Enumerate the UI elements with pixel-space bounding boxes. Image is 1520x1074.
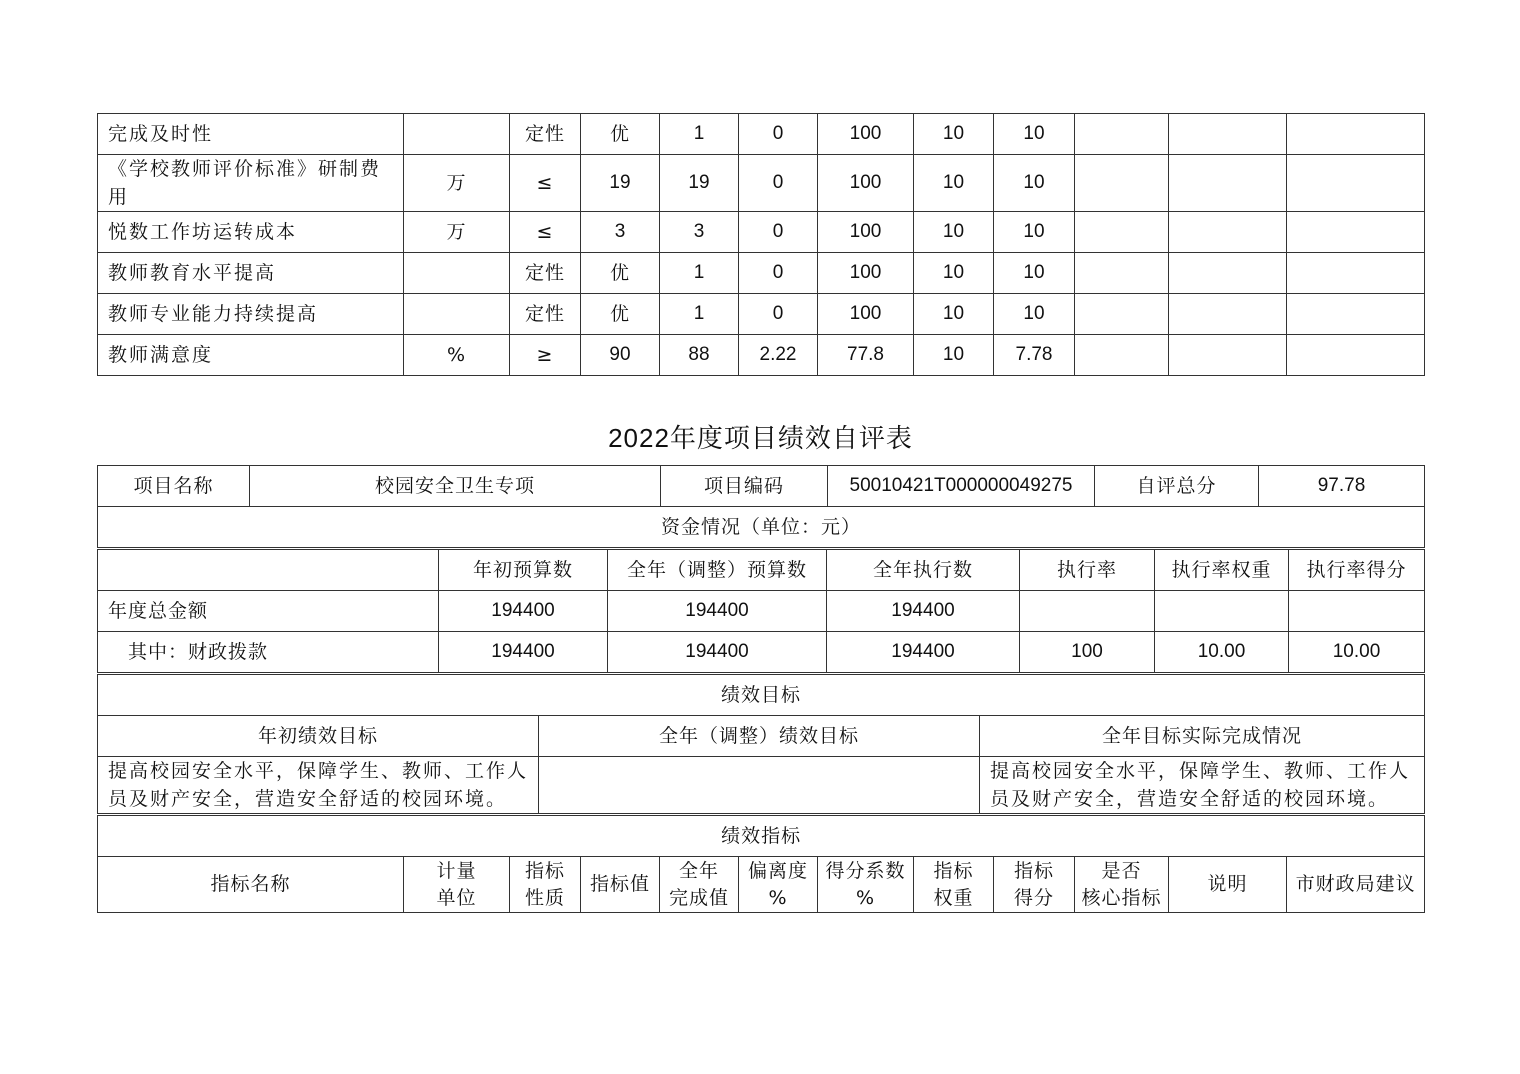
project-code-value: 50010421T000000049275 <box>828 466 1095 507</box>
cell-note <box>1169 294 1287 335</box>
table-row <box>98 253 1425 294</box>
cell-nature: ≤ <box>510 155 581 212</box>
cell-nature: 定性 <box>510 294 581 335</box>
cell-advice <box>1287 155 1425 212</box>
funds-header-initial: 年初预算数 <box>439 550 608 591</box>
goals-actual-label: 全年目标实际完成情况 <box>980 716 1425 757</box>
cell-note <box>1169 155 1287 212</box>
col-header-actual: 全年 完成值 <box>660 857 739 913</box>
cell-weight: 10 <box>914 294 994 335</box>
cell-advice <box>1287 253 1425 294</box>
cell-coef: 100 <box>818 155 914 212</box>
funds-total-label: 年度总金额 <box>98 591 439 632</box>
col-header-weight: 指标 权重 <box>914 857 994 913</box>
cell-weight: 10 <box>914 114 994 155</box>
col-header-deviation: 偏离度 % <box>739 857 818 913</box>
funds-header-adjusted: 全年（调整）预算数 <box>608 550 827 591</box>
cell-score: 10 <box>994 253 1075 294</box>
funds-total-score <box>1289 591 1425 632</box>
cell-weight: 10 <box>914 253 994 294</box>
table-row <box>98 212 1425 253</box>
cell-advice <box>1287 212 1425 253</box>
cell-nature: ≥ <box>510 335 581 376</box>
cell-core <box>1075 212 1169 253</box>
cell-nature: ≤ <box>510 212 581 253</box>
cell-name: 教师满意度 <box>98 335 404 376</box>
cell-target: 19 <box>581 155 660 212</box>
cell-unit: 万 <box>404 155 510 212</box>
cell-name: 完成及时性 <box>98 114 404 155</box>
col-header-name: 指标名称 <box>98 857 404 913</box>
project-code-label: 项目编码 <box>661 466 828 507</box>
table-row <box>98 114 1425 155</box>
goals-initial-label: 年初绩效目标 <box>98 716 539 757</box>
col-header-unit: 计量 单位 <box>404 857 510 913</box>
cell-coef: 100 <box>818 294 914 335</box>
cell-deviation: 0 <box>739 212 818 253</box>
cell-coef: 100 <box>818 212 914 253</box>
cell-unit: % <box>404 335 510 376</box>
goals-actual-text: 提高校园安全水平，保障学生、教师、工作人员及财产安全，营造安全舒适的校园环境。 <box>980 757 1425 814</box>
cell-actual: 1 <box>660 294 739 335</box>
cell-note <box>1169 335 1287 376</box>
cell-coef: 77.8 <box>818 335 914 376</box>
cell-unit <box>404 114 510 155</box>
funds-section-title: 资金情况（单位：元） <box>98 507 1425 548</box>
table-row <box>98 335 1425 376</box>
cell-name: 教师教育水平提高 <box>98 253 404 294</box>
cell-score: 10 <box>994 114 1075 155</box>
self-score-value: 97.78 <box>1259 466 1425 507</box>
funds-fiscal-weight: 10.00 <box>1155 632 1289 673</box>
funds-header-executed: 全年执行数 <box>827 550 1020 591</box>
cell-actual: 3 <box>660 212 739 253</box>
cell-unit <box>404 294 510 335</box>
goals-adjusted-label: 全年（调整）绩效目标 <box>539 716 980 757</box>
cell-nature: 定性 <box>510 253 581 294</box>
cell-name: 《学校教师评价标准》研制费用 <box>98 155 404 212</box>
funds-header-rate-score: 执行率得分 <box>1289 550 1425 591</box>
table-row <box>98 155 1425 212</box>
goals-table <box>97 674 1425 814</box>
funds-fiscal-score: 10.00 <box>1289 632 1425 673</box>
cell-note <box>1169 212 1287 253</box>
cell-advice <box>1287 335 1425 376</box>
cell-weight: 10 <box>914 212 994 253</box>
funds-total-adjusted: 194400 <box>608 591 827 632</box>
cell-actual: 19 <box>660 155 739 212</box>
table-row <box>98 294 1425 335</box>
cell-advice <box>1287 114 1425 155</box>
cell-deviation: 2.22 <box>739 335 818 376</box>
cell-score: 7.78 <box>994 335 1075 376</box>
project-name-label: 项目名称 <box>98 466 250 507</box>
col-header-note: 说明 <box>1169 857 1287 913</box>
funds-header-rate: 执行率 <box>1020 550 1155 591</box>
cell-weight: 10 <box>914 155 994 212</box>
cell-note <box>1169 253 1287 294</box>
funds-header-blank <box>98 550 439 591</box>
cell-unit <box>404 253 510 294</box>
cell-unit: 万 <box>404 212 510 253</box>
previous-indicator-table <box>97 113 1425 376</box>
self-score-label: 自评总分 <box>1095 466 1259 507</box>
col-header-score: 指标 得分 <box>994 857 1075 913</box>
cell-score: 10 <box>994 212 1075 253</box>
col-header-advice: 市财政局建议 <box>1287 857 1425 913</box>
cell-core <box>1075 253 1169 294</box>
cell-deviation: 0 <box>739 253 818 294</box>
col-header-core: 是否 核心指标 <box>1075 857 1169 913</box>
cell-nature: 定性 <box>510 114 581 155</box>
funds-total-rate <box>1020 591 1155 632</box>
cell-target: 优 <box>581 114 660 155</box>
funds-header-rate-weight: 执行率权重 <box>1155 550 1289 591</box>
col-header-coef: 得分系数 % <box>818 857 914 913</box>
cell-core <box>1075 155 1169 212</box>
cell-weight: 10 <box>914 335 994 376</box>
cell-actual: 1 <box>660 253 739 294</box>
cell-actual: 88 <box>660 335 739 376</box>
funds-fiscal-initial: 194400 <box>439 632 608 673</box>
cell-target: 优 <box>581 294 660 335</box>
funds-fiscal-label: 其中：财政拨款 <box>98 632 439 673</box>
goals-adjusted-text <box>539 757 980 814</box>
funds-fiscal-rate: 100 <box>1020 632 1155 673</box>
funds-total-weight <box>1155 591 1289 632</box>
cell-name: 教师专业能力持续提高 <box>98 294 404 335</box>
title-text: 年度项目绩效自评表 <box>669 424 913 454</box>
project-header-table <box>97 465 1425 548</box>
indicator-header-table <box>97 815 1425 913</box>
cell-target: 3 <box>581 212 660 253</box>
cell-note <box>1169 114 1287 155</box>
funds-total-initial: 194400 <box>439 591 608 632</box>
cell-coef: 100 <box>818 253 914 294</box>
cell-core <box>1075 294 1169 335</box>
funds-table <box>97 549 1425 673</box>
page-title <box>97 418 1424 455</box>
title-year: 2022 <box>608 423 670 453</box>
cell-advice <box>1287 294 1425 335</box>
cell-deviation: 0 <box>739 294 818 335</box>
cell-core <box>1075 114 1169 155</box>
cell-name: 悦数工作坊运转成本 <box>98 212 404 253</box>
funds-total-executed: 194400 <box>827 591 1020 632</box>
col-header-nature: 指标 性质 <box>510 857 581 913</box>
cell-score: 10 <box>994 155 1075 212</box>
cell-deviation: 0 <box>739 114 818 155</box>
goals-section-title: 绩效目标 <box>98 675 1425 716</box>
col-header-target: 指标值 <box>581 857 660 913</box>
goals-initial-text: 提高校园安全水平，保障学生、教师、工作人员及财产安全，营造安全舒适的校园环境。 <box>98 757 539 814</box>
cell-deviation: 0 <box>739 155 818 212</box>
funds-fiscal-executed: 194400 <box>827 632 1020 673</box>
cell-core <box>1075 335 1169 376</box>
cell-score: 10 <box>994 294 1075 335</box>
cell-actual: 1 <box>660 114 739 155</box>
project-name-value: 校园安全卫生专项 <box>250 466 661 507</box>
indicators-section-title: 绩效指标 <box>98 816 1425 857</box>
cell-target: 90 <box>581 335 660 376</box>
cell-target: 优 <box>581 253 660 294</box>
funds-fiscal-adjusted: 194400 <box>608 632 827 673</box>
cell-coef: 100 <box>818 114 914 155</box>
